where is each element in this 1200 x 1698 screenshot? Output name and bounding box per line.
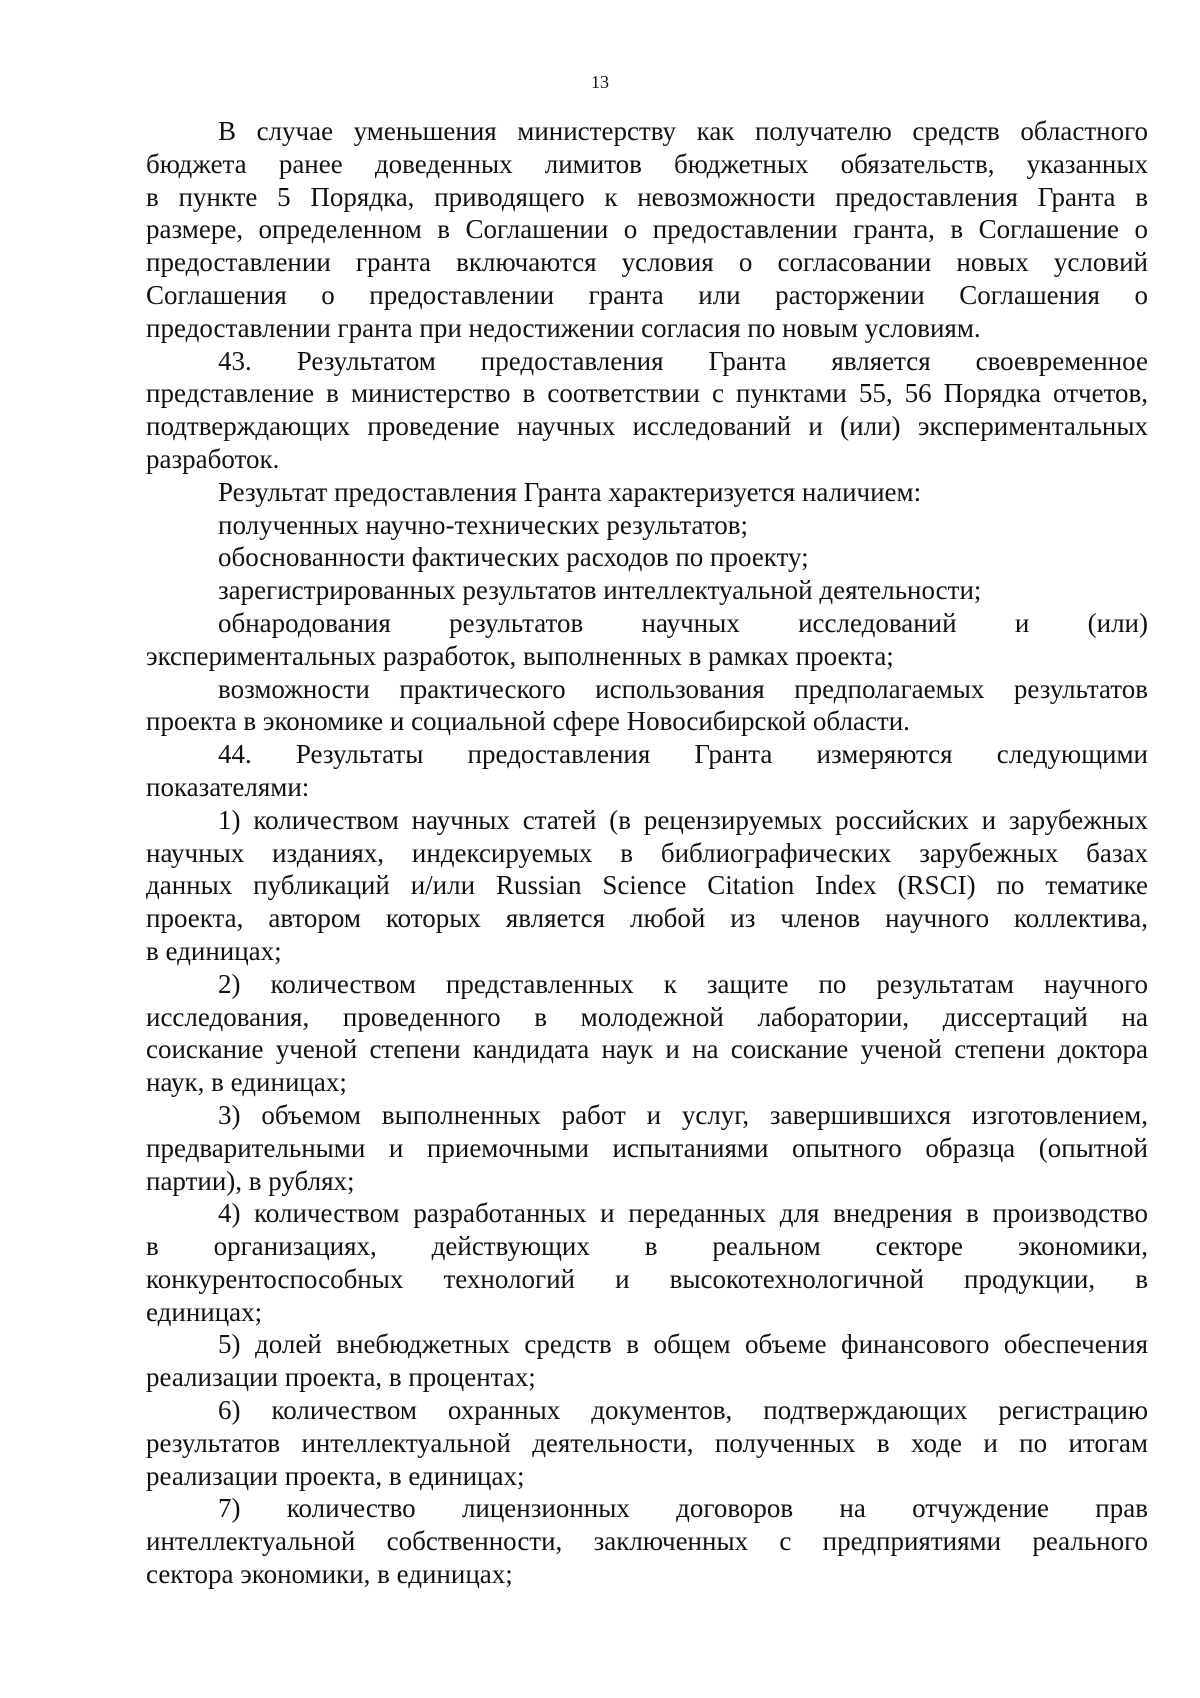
- paragraph-line: предоставлении гранта включаются условия о согласовании новых условий: [146, 247, 1148, 278]
- paragraph-line-first: обоснованности фактических расходов по проекту;: [218, 542, 809, 573]
- paragraph-line-first: В случае уменьшения министерству как получателю средств областного: [218, 116, 1148, 146]
- paragraph-line-first: 2) количеством представленных к защите по результатам научного: [218, 968, 1148, 999]
- paragraph-line: сектора экономики, в единицах;: [146, 1559, 513, 1590]
- paragraph-line-first: полученных научно-технических результатов;: [218, 509, 748, 540]
- page-number: 13: [591, 72, 609, 92]
- paragraph-line-first: 1) количеством научных статей (в рецензируемых российских и зарубежных: [218, 804, 1148, 835]
- paragraph-line-first: Результат предоставления Гранта характеризуется наличием:: [218, 476, 922, 507]
- paragraph-line: научных изданиях, индексируемых в библиографических зарубежных базах: [146, 837, 1148, 868]
- paragraph-line: предоставлении гранта при недостижении согласия по новым условиям.: [146, 312, 981, 343]
- document-body: [146, 115, 1148, 1591]
- paragraph-line: единицах;: [146, 1296, 263, 1327]
- paragraph-line: соискание ученой степени кандидата наук и на соискание ученой степени доктора: [146, 1034, 1148, 1065]
- paragraph-line: конкурентоспособных технологий и высокотехнологичной продукции, в: [146, 1263, 1148, 1294]
- paragraph-line: разработок.: [146, 443, 280, 474]
- paragraph-line: партии), в рублях;: [146, 1165, 355, 1196]
- paragraph-line: Соглашения о предоставлении гранта или расторжении Соглашения о: [146, 279, 1148, 310]
- paragraph-line: проекта, автором которых является любой из членов научного коллектива,: [146, 903, 1148, 934]
- paragraph-line-first: 5) долей внебюджетных средств в общем объеме финансового обеспечения: [218, 1329, 1148, 1360]
- paragraph-line: подтверждающих проведение научных исследований и (или) экспериментальных: [146, 411, 1148, 442]
- paragraph-line: предварительными и приемочными испытаниями опытного образца (опытной: [146, 1132, 1148, 1163]
- paragraph-line: представление в министерство в соответствии с пунктами 55, 56 Порядка отчетов,: [146, 378, 1148, 409]
- paragraph-line: в пункте 5 Порядка, приводящего к невозможности предоставления Гранта в: [146, 181, 1148, 212]
- paragraph-line: данных публикаций и/или Russian Science Citation Index (RSCI) по тематике: [146, 870, 1148, 901]
- paragraph-line-first: 7) количество лицензионных договоров на отчуждение прав: [218, 1493, 1148, 1524]
- paragraph-line: проекта в экономике и социальной сфере Новосибирской области.: [146, 706, 910, 737]
- paragraph-line-first: 43. Результатом предоставления Гранта является своевременное: [218, 345, 1148, 376]
- paragraph-line: интеллектуальной собственности, заключенных с предприятиями реального: [146, 1526, 1148, 1557]
- paragraph-line: результатов интеллектуальной деятельности, полученных в ходе и по итогам: [146, 1427, 1148, 1458]
- paragraph-line: экспериментальных разработок, выполненных в рамках проекта;: [146, 640, 894, 671]
- paragraph-line: бюджета ранее доведенных лимитов бюджетных обязательств, указанных: [146, 148, 1148, 179]
- paragraph-line-first: обнародования результатов научных исследований и (или): [218, 607, 1148, 638]
- paragraph-line: наук, в единицах;: [146, 1067, 347, 1098]
- paragraph-line: в организациях, действующих в реальном секторе экономики,: [146, 1231, 1148, 1262]
- paragraph-line: реализации проекта, в единицах;: [146, 1460, 525, 1491]
- paragraph-line: исследования, проведенного в молодежной лаборатории, диссертаций на: [146, 1001, 1148, 1032]
- paragraph-line-first: 44. Результаты предоставления Гранта измеряются следующими: [218, 739, 1148, 770]
- paragraph-line: размере, определенном в Соглашении о предоставлении гранта, в Соглашение о: [146, 214, 1148, 245]
- paragraph-line-first: зарегистрированных результатов интеллектуальной деятельности;: [218, 575, 982, 606]
- paragraph-line: показателями:: [146, 771, 310, 802]
- paragraph-line: в единицах;: [146, 935, 282, 966]
- paragraph-line: реализации проекта, в процентах;: [146, 1362, 536, 1393]
- paragraph-line-first: 4) количеством разработанных и переданных для внедрения в производство: [218, 1198, 1148, 1229]
- paragraph-line-first: возможности практического использования предполагаемых результатов: [218, 673, 1148, 704]
- paragraph-line-first: 3) объемом выполненных работ и услуг, завершившихся изготовлением,: [218, 1099, 1148, 1130]
- paragraph-line-first: 6) количеством охранных документов, подтверждающих регистрацию: [218, 1395, 1148, 1426]
